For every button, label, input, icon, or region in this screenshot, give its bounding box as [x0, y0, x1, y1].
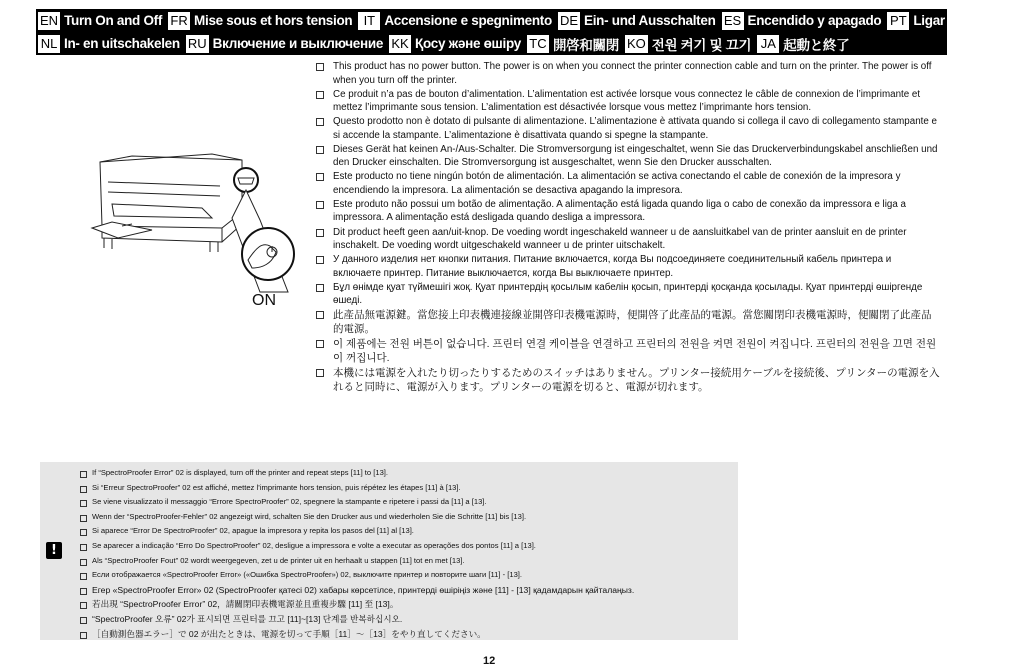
- instruction-item-ru: [316, 253, 941, 280]
- header-cell-nl: [38, 35, 180, 53]
- note-text: Als “SpectroProofer Fout” 02 wordt weergegeven, zet u de printer uit en herhaalt u stappen [11] tot en met [13].: [92, 555, 465, 565]
- exclamation-icon: !: [46, 542, 62, 559]
- header-cell-en: [38, 12, 162, 30]
- lang-code: JA: [757, 35, 779, 53]
- note-item: [80, 539, 735, 554]
- checkbox-bullet-icon: [316, 63, 324, 71]
- header-cell-de: [558, 12, 716, 30]
- note-item: [80, 510, 735, 525]
- instruction-item-ko: [316, 337, 941, 365]
- section-title: 전원 켜기 및 끄기: [651, 37, 752, 53]
- instruction-text: Dieses Gerät hat keinen An-/Aus-Schalter. Die Stromversorgung ist eingeschaltet, wenn Sie das Druckerverbindungskabel anschließen und den Drucker einschalten. Die Stromversorgung ist ausgeschaltet, wenn Sie den Drucker ausschalten.: [333, 143, 938, 169]
- checkbox-bullet-icon: [80, 617, 87, 624]
- note-item: [80, 568, 735, 583]
- checkbox-bullet-icon: [80, 529, 87, 536]
- section-title: Включение и выключение: [212, 36, 384, 51]
- note-item: [80, 583, 735, 598]
- note-item: [80, 597, 735, 612]
- checkbox-bullet-icon: [316, 311, 324, 319]
- section-title: Mise sous et hors tension: [194, 13, 353, 28]
- note-text: Si “Erreur SpectroProofer” 02 est affiché, mettez l’imprimante hors tension, puis répétez les étapes [11] à [13].: [92, 482, 461, 492]
- instruction-item-fr: [316, 88, 941, 115]
- instruction-item-es: [316, 170, 941, 197]
- instruction-text: This product has no power button. The power is on when you connect the printer connection cable and turn on the printer. The power is off when you turn off the printer.: [333, 61, 932, 86]
- instruction-item-nl: [316, 226, 941, 253]
- lang-code: PT: [887, 12, 909, 30]
- instruction-text: У данного изделия нет кнопки питания. Питание включается, когда Вы подсоединяете соединительный кабель принтера и включаете принтер. Питание выключается, когда Вы выключаете принтер.: [333, 254, 892, 279]
- header-cell-es: [722, 12, 882, 30]
- instruction-item-tc: [316, 308, 941, 336]
- checkbox-bullet-icon: [80, 471, 87, 478]
- instruction-item-kk: [316, 281, 941, 308]
- checkbox-bullet-icon: [316, 340, 324, 348]
- on-label: ON: [252, 292, 276, 309]
- instruction-item-en: [316, 60, 941, 87]
- header-cell-ru: [186, 35, 383, 53]
- checkbox-bullet-icon: [80, 486, 87, 493]
- lang-code: KK: [389, 35, 411, 53]
- instruction-text: Este producto no tiene ningún botón de alimentación. La alimentación se activa conectando el cable de conexión de la impresora y encendiendo la impresora. La alimentación se desactiva apagando la impresora.: [333, 171, 901, 196]
- header-row-1: [38, 9, 1016, 32]
- note-text: “SpectroProofer 오류” 02가 표시되면 프린터를 끄고 [11]~[13] 단계를 반복하십시오.: [92, 613, 403, 624]
- instruction-text: Бұл өнімде қуат түймешігі жоқ. Қуат принтердің қосылым кабелін қосып, принтерді қосқанда қосылады. Қуат принтерді өшіргенде өшеді.: [333, 281, 923, 307]
- header-cell-it: [358, 12, 552, 30]
- section-title: 起動と終了: [783, 37, 850, 53]
- instruction-text: Este produto não possui um botão de alimentação. A alimentação está ligada quando liga o cabo de conexão da impressora e liga a impressora. A alimentação está desligada quando desliga a impressora.: [333, 198, 906, 224]
- section-title: In- en uitschakelen: [64, 36, 180, 51]
- note-item: [80, 554, 735, 569]
- lang-code: FR: [168, 12, 190, 30]
- note-text: Si aparece “Error De SpectroProofer” 02, apague la impresora y repita los pasos del [11] al [13].: [92, 526, 414, 536]
- instruction-text: 此產品無電源鍵。當您接上印表機連接線並開啓印表機電源時，便開啓了此產品的電源。當您關閉印表機電源時，便關閉了此產品的電源。: [333, 309, 932, 336]
- checkbox-bullet-icon: [316, 118, 324, 126]
- instruction-item-it: [316, 115, 941, 142]
- note-text: If “SpectroProofer Error” 02 is displayed, turn off the printer and repeat steps [11] to [13].: [92, 468, 389, 477]
- section-title: Ligar e Desligar: [913, 13, 1010, 28]
- note-item: [80, 495, 735, 510]
- lang-code: ES: [722, 12, 744, 30]
- checkbox-bullet-icon: [316, 369, 324, 377]
- note-text: 若出現 “SpectroProofer Error” 02，請關閉印表機電源並且重複步驟 [11] 至 [13]。: [92, 599, 399, 610]
- checkbox-bullet-icon: [316, 256, 324, 264]
- header-cell-ja: [757, 34, 849, 54]
- header-cell-tc: [527, 34, 619, 54]
- note-item: [80, 612, 735, 627]
- lang-code: IT: [358, 12, 380, 30]
- instruction-text: Dit product heeft geen aan/uit-knop. De voeding wordt ingeschakeld wanneer u de aansluitkabel van de printer aansluit en de printer inschakelt. De voeding wordt uitgeschakeld wanneer u de printer uitschakelt.: [333, 226, 907, 252]
- section-title: Accensione e spegnimento: [384, 13, 552, 28]
- lang-code: KO: [626, 35, 646, 51]
- checkbox-bullet-icon: [316, 229, 324, 237]
- checkbox-bullet-icon: [80, 602, 87, 609]
- header-cell-fr: [168, 12, 352, 30]
- instruction-text: 이 제품에는 전원 버튼이 없습니다. 프린터 연결 케이블을 연결하고 프린터의 전원을 켜면 전원이 켜집니다. 프린터의 전원을 끄면 전원이 꺼집니다.: [333, 337, 937, 364]
- section-title: Encendido y apagado: [747, 13, 882, 28]
- checkbox-bullet-icon: [80, 515, 87, 522]
- checkbox-bullet-icon: [316, 201, 324, 209]
- note-text: Se viene visualizzato il messaggio “Errore SpectroProofer” 02, spegnere la stampante e ripetere i passi da [11] a [13].: [92, 497, 487, 507]
- note-text: Wenn der “SpectroProofer-Fehler” 02 angezeigt wird, schalten Sie den Drucker aus und wiederholen Sie die Schritte [11] bis [13].: [92, 511, 527, 521]
- checkbox-bullet-icon: [80, 559, 87, 566]
- checkbox-bullet-icon: [316, 284, 324, 292]
- lang-code: NL: [38, 35, 60, 53]
- lang-code: TC: [527, 35, 549, 53]
- instruction-text: 本機には電源を入れたり切ったりするためのスイッチはありません。プリンター接続用ケーブルを接続後、プリンターの電源を入れると同時に、電源が入ります。プリンターの電源を切ると、電源が切れます。: [333, 366, 940, 393]
- note-box: [40, 462, 738, 640]
- lang-code: RU: [187, 35, 207, 51]
- checkbox-bullet-icon: [80, 588, 87, 595]
- section-title: Қосу және өшіру: [415, 36, 521, 51]
- note-text: Егер «SpectroProofer Error» 02 (SpectroProofer қатесі 02) хабары көрсетілсе, принтерді өшіріңіз және [11] - [13] қадамдарын қайталаңыз.: [92, 584, 635, 595]
- instruction-item-de: [316, 143, 941, 170]
- note-item: [80, 627, 735, 642]
- checkbox-bullet-icon: [80, 573, 87, 580]
- instruction-item-pt: [316, 198, 941, 225]
- instruction-list: [316, 60, 941, 394]
- instruction-item-ja: [316, 366, 941, 394]
- header-row-2: [38, 32, 855, 55]
- section-title: 開啓和關閉: [552, 37, 619, 53]
- note-text: Если отображается «SpectroProofer Error» («Ошибка SpectroProofer») 02, выключите принтер и повторите шаги [11] - [13].: [92, 570, 523, 580]
- language-header: [36, 9, 1010, 55]
- note-item: [80, 481, 735, 496]
- note-list: [80, 466, 735, 641]
- lang-code: EN: [40, 12, 59, 28]
- header-cell-kk: [389, 35, 521, 53]
- checkbox-bullet-icon: [80, 544, 87, 551]
- note-item: [80, 466, 735, 481]
- checkbox-bullet-icon: [80, 632, 87, 639]
- section-title: Turn On and Off: [64, 13, 163, 28]
- note-text: Se aparecer a indicação “Erro Do SpectroProofer” 02, desligue a impressora e volte a executar as operações dos pontos [11] a [13].: [92, 540, 536, 550]
- checkbox-bullet-icon: [80, 500, 87, 507]
- header-cell-pt: [887, 12, 1010, 30]
- section-title: Ein- und Ausschalten: [584, 13, 716, 28]
- printer-illustration: [92, 142, 300, 312]
- note-item: [80, 524, 735, 539]
- lang-code: DE: [559, 12, 579, 28]
- checkbox-bullet-icon: [316, 146, 324, 154]
- note-text: ［自動測色器エラー］で 02 が出たときは、電源を切って手順［11］～［13］をやり直してください。: [92, 628, 486, 639]
- checkbox-bullet-icon: [316, 173, 324, 181]
- instruction-text: Questo prodotto non è dotato di pulsante di alimentazione. L’alimentazione è attivata quando si collega il cavo di collegamento stampante e si accende la stampante. L’alimentazione è disattivata quando si spegne la stampante.: [333, 116, 937, 141]
- checkbox-bullet-icon: [316, 91, 324, 99]
- instruction-text: Ce produit n’a pas de bouton d’alimentation. L’alimentation est activée lorsque vous connectez le câble de connexion de l’imprimante et mettez l’imprimante sous tension. L’alimentation est désactivée lorsque vous mettez l’imprimante hors tension.: [333, 88, 921, 114]
- header-cell-ko: [625, 34, 751, 54]
- page-number: 12: [483, 655, 496, 667]
